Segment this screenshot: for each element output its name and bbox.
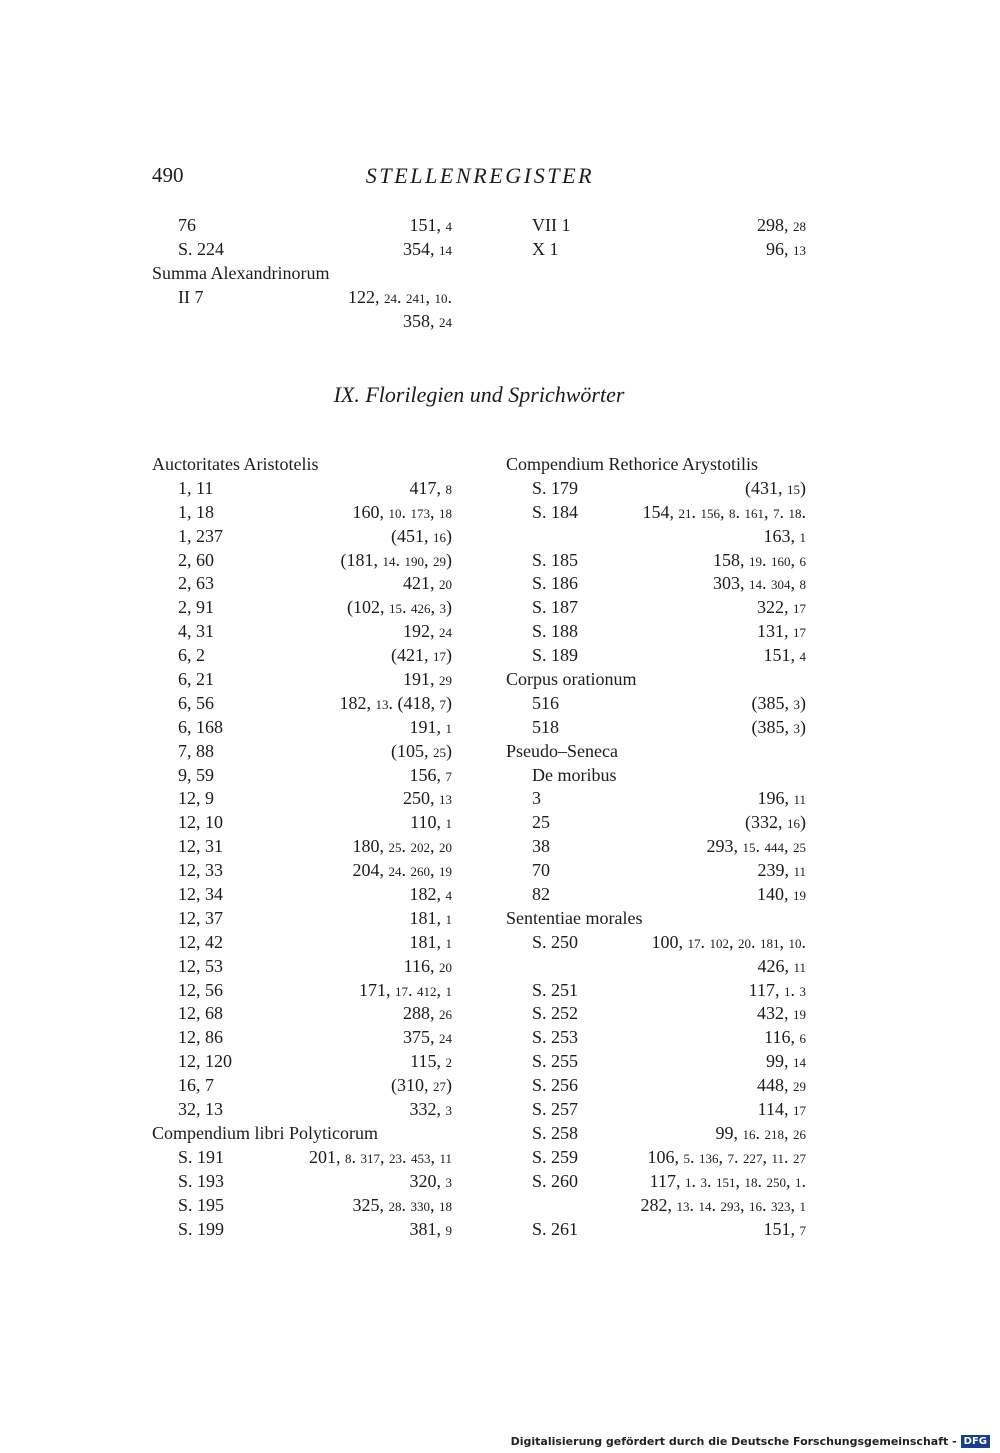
index-reference: 115, 2 [410, 1051, 452, 1072]
index-column-top-left [152, 213, 452, 332]
index-entry [506, 213, 806, 237]
index-key: 1, 11 [178, 477, 214, 498]
index-entry [152, 1169, 452, 1193]
index-entry [152, 643, 452, 667]
index-key: De moribus [532, 764, 617, 785]
index-key: S. 193 [178, 1170, 225, 1191]
index-key: 76 [178, 215, 196, 235]
index-key: 6, 2 [178, 645, 205, 666]
index-entry [152, 1049, 452, 1073]
index-reference: 99, 14 [766, 1051, 806, 1072]
index-key: 82 [532, 884, 550, 905]
index-entry [506, 858, 806, 882]
index-heading [506, 452, 806, 476]
index-reference: 381, 9 [409, 1218, 452, 1239]
index-reference: 163, 1 [763, 525, 806, 546]
index-entry [506, 882, 806, 906]
index-heading [506, 667, 806, 691]
index-reference: 110, 1 [410, 812, 452, 833]
index-key: S. 195 [178, 1194, 225, 1215]
index-reference: 181, 1 [409, 931, 452, 952]
index-entry [506, 786, 806, 810]
index-key: S. 187 [532, 597, 579, 618]
index-reference: (385, 3) [751, 692, 806, 713]
index-key: Compendium Rethorice Arystotilis [506, 454, 758, 474]
index-reference: (421, 17) [391, 645, 452, 666]
index-key: 12, 37 [178, 907, 223, 928]
index-entry [152, 1097, 452, 1121]
index-key: S. 253 [532, 1027, 579, 1048]
index-key: Summa Alexandrinorum [152, 262, 330, 283]
index-entry [152, 810, 452, 834]
index-key: Sententiae morales [506, 907, 643, 928]
index-key: 70 [532, 860, 550, 881]
index-key: S. 189 [532, 645, 579, 666]
index-reference: 191, 29 [403, 669, 452, 690]
index-key: X 1 [532, 238, 559, 259]
index-heading [506, 906, 806, 930]
index-reference: 288, 26 [403, 1003, 452, 1024]
index-key: S. 179 [532, 477, 579, 498]
index-key: Pseudo–Seneca [506, 740, 618, 761]
index-reference: (431, 15) [745, 477, 806, 498]
index-reference: 293, 15. 444, 25 [706, 836, 806, 857]
index-entry [506, 476, 806, 500]
index-column-left [152, 452, 452, 1240]
index-reference: 96, 13 [766, 238, 806, 259]
index-entry [506, 691, 806, 715]
index-reference: (451, 16) [391, 525, 452, 546]
index-entry [506, 1025, 806, 1049]
index-entry [506, 548, 806, 572]
index-entry [506, 715, 806, 739]
index-entry [506, 810, 806, 834]
index-key: 2, 63 [178, 573, 214, 594]
index-key: 38 [532, 836, 550, 857]
index-entry [152, 500, 452, 524]
index-key: 12, 10 [178, 812, 223, 833]
index-entry [506, 954, 806, 978]
index-key: S. 185 [532, 549, 579, 570]
index-entry [152, 882, 452, 906]
index-entry [506, 571, 806, 595]
index-reference: 426, 11 [757, 955, 806, 976]
index-key: S. 258 [532, 1122, 579, 1143]
index-entry [152, 1001, 452, 1025]
index-entry [506, 930, 806, 954]
index-entry [152, 476, 452, 500]
index-entry [152, 739, 452, 763]
index-reference: 151, 4 [763, 645, 806, 666]
index-key: 3 [532, 788, 541, 809]
index-entry [152, 1217, 452, 1241]
index-key: 6, 168 [178, 716, 223, 737]
index-key: S. 251 [532, 979, 579, 1000]
index-key: S. 199 [178, 1218, 225, 1239]
index-key: 516 [532, 692, 559, 713]
index-entry [152, 667, 452, 691]
index-entry [506, 237, 806, 261]
index-key: 12, 31 [178, 836, 223, 857]
index-reference: 325, 28. 330, 18 [352, 1194, 452, 1215]
running-title: STELLENREGISTER [365, 163, 595, 188]
index-entry [152, 906, 452, 930]
index-key: II 7 [178, 286, 204, 307]
index-key: Corpus orationum [506, 669, 637, 690]
index-key: S. 252 [532, 1003, 579, 1024]
index-reference: 116, 20 [403, 955, 452, 976]
index-key: 12, 33 [178, 860, 223, 881]
index-entry [152, 1073, 452, 1097]
index-reference: 358, 24 [403, 310, 452, 331]
index-entry [152, 595, 452, 619]
index-reference: 99, 16. 218, 26 [715, 1122, 806, 1143]
digitization-footer [511, 1435, 990, 1448]
index-reference: 282, 13. 14. 293, 16. 323, 1 [640, 1194, 806, 1215]
index-key: Compendium libri Polyticorum [152, 1122, 378, 1143]
index-reference: 116, 6 [764, 1027, 806, 1048]
index-entry [506, 643, 806, 667]
index-key: 7, 88 [178, 740, 214, 761]
index-key: 9, 59 [178, 764, 214, 785]
index-entry [506, 1217, 806, 1241]
index-reference: 432, 19 [757, 1003, 806, 1024]
index-heading [152, 1121, 452, 1145]
index-reference: 171, 17. 412, 1 [359, 979, 452, 1000]
index-key: 12, 53 [178, 955, 223, 976]
index-key: 1, 18 [178, 501, 214, 522]
page-number: 490 [152, 163, 184, 187]
index-key: 12, 42 [178, 931, 223, 952]
index-reference: 181, 1 [409, 907, 452, 928]
index-reference: 250, 13 [403, 788, 452, 809]
index-entry [152, 834, 452, 858]
index-entry [506, 1121, 806, 1145]
dfg-logo: DFG [961, 1435, 990, 1448]
index-entry [152, 213, 452, 237]
index-entry [506, 834, 806, 858]
index-key: 1, 237 [178, 525, 223, 546]
index-reference: (332, 16) [745, 812, 806, 833]
index-entry [506, 595, 806, 619]
index-key: S. 186 [532, 573, 579, 594]
index-reference: 180, 25. 202, 20 [352, 836, 452, 857]
index-reference: 239, 11 [757, 860, 806, 881]
index-entry [152, 763, 452, 787]
index-entry [506, 1193, 806, 1217]
index-key: 2, 91 [178, 597, 214, 618]
index-key: 16, 7 [178, 1075, 214, 1096]
index-reference: 182, 13. (418, 7) [339, 692, 452, 713]
index-reference: 151, 4 [409, 215, 452, 235]
index-subheading [506, 763, 806, 787]
index-key: S. 224 [178, 238, 225, 259]
index-key: S. 188 [532, 621, 579, 642]
index-reference: 191, 1 [409, 716, 452, 737]
index-reference: 182, 4 [409, 884, 452, 905]
index-reference: 322, 17 [757, 597, 806, 618]
index-reference: 421, 20 [403, 573, 452, 594]
index-reference: 375, 24 [403, 1027, 452, 1048]
index-entry [152, 954, 452, 978]
index-reference: (310, 27) [391, 1075, 452, 1096]
index-key: 25 [532, 812, 550, 833]
index-key: 518 [532, 716, 559, 737]
index-key: 12, 120 [178, 1051, 232, 1072]
index-entry [152, 1025, 452, 1049]
index-entry [152, 691, 452, 715]
index-entry [152, 1193, 452, 1217]
index-key: S. 261 [532, 1218, 579, 1239]
index-key: S. 256 [532, 1075, 579, 1096]
index-entry [506, 1001, 806, 1025]
index-heading [152, 261, 452, 285]
index-reference: 448, 29 [757, 1075, 806, 1096]
index-key: 6, 21 [178, 669, 214, 690]
index-entry [152, 285, 452, 309]
index-key: 6, 56 [178, 692, 214, 713]
index-entry [152, 1145, 452, 1169]
index-entry [506, 1169, 806, 1193]
index-reference: 106, 5. 136, 7. 227, 11. 27 [647, 1146, 806, 1167]
index-entry [152, 524, 452, 548]
index-entry [152, 715, 452, 739]
index-reference: 154, 21. 156, 8. 161, 7. 18. [642, 501, 806, 522]
index-reference: (385, 3) [751, 716, 806, 737]
index-reference: 114, 17 [757, 1099, 806, 1120]
index-key: 12, 86 [178, 1027, 223, 1048]
index-column-top-right [506, 213, 806, 261]
index-reference: 354, 14 [403, 238, 452, 259]
index-key: S. 260 [532, 1170, 579, 1191]
index-entry [152, 858, 452, 882]
index-key: S. 259 [532, 1146, 579, 1167]
index-reference: (105, 25) [391, 740, 452, 761]
index-heading [506, 739, 806, 763]
index-reference: 201, 8. 317, 23. 453, 11 [308, 1146, 452, 1167]
index-entry [506, 619, 806, 643]
index-reference: 140, 19 [757, 884, 806, 905]
index-heading [152, 452, 452, 476]
index-reference: 151, 7 [763, 1218, 806, 1239]
index-entry [506, 1049, 806, 1073]
index-reference: 303, 14. 304, 8 [713, 573, 806, 594]
index-reference: 117, 1. 3 [748, 979, 806, 1000]
index-key: 12, 34 [178, 884, 223, 905]
index-reference: 204, 24. 260, 19 [352, 860, 452, 881]
index-reference: (102, 15. 426, 3) [347, 597, 452, 618]
index-column-right [506, 452, 806, 1240]
index-entry [506, 524, 806, 548]
index-reference: 320, 3 [409, 1170, 452, 1191]
index-entry [152, 978, 452, 1002]
index-key: S. 257 [532, 1099, 579, 1120]
index-entry [152, 930, 452, 954]
index-entry [506, 1097, 806, 1121]
index-entry [506, 1145, 806, 1169]
index-entry [152, 237, 452, 261]
index-key: S. 255 [532, 1051, 579, 1072]
index-reference: 158, 19. 160, 6 [713, 549, 806, 570]
index-key: Auctoritates Aristotelis [152, 454, 319, 474]
index-key: 12, 68 [178, 1003, 223, 1024]
index-key: VII 1 [532, 215, 571, 235]
index-entry [152, 571, 452, 595]
index-reference: 417, 8 [409, 477, 452, 498]
index-entry [506, 978, 806, 1002]
index-key: 12, 56 [178, 979, 223, 1000]
index-reference: 117, 1. 3. 151, 18. 250, 1. [649, 1170, 806, 1191]
index-key: S. 250 [532, 931, 579, 952]
index-reference: 192, 24 [403, 621, 452, 642]
index-reference: 298, 28 [757, 215, 806, 235]
index-reference: 196, 11 [757, 788, 806, 809]
index-key: 12, 9 [178, 788, 214, 809]
index-key: 2, 60 [178, 549, 214, 570]
index-key: S. 184 [532, 501, 579, 522]
index-reference: 122, 24. 241, 10. [348, 286, 452, 307]
index-entry [152, 786, 452, 810]
index-reference: 332, 3 [409, 1099, 452, 1120]
index-entry [152, 309, 452, 333]
index-entry [506, 500, 806, 524]
index-entry [152, 619, 452, 643]
index-entry [506, 1073, 806, 1097]
index-reference: 160, 10. 173, 18 [352, 501, 452, 522]
index-key: 4, 31 [178, 621, 214, 642]
index-reference: 131, 17 [757, 621, 806, 642]
section-title: IX. Florilegien und Sprichwörter [333, 382, 625, 407]
index-reference: 156, 7 [409, 764, 452, 785]
index-reference: 100, 17. 102, 20. 181, 10. [651, 931, 806, 952]
index-reference: (181, 14. 190, 29) [340, 549, 452, 570]
index-entry [152, 548, 452, 572]
footer-text: Digitalisierung gefördert durch die Deutsche Forschungsgemeinschaft - [510, 1435, 957, 1448]
index-key: 32, 13 [178, 1099, 223, 1120]
index-key: S. 191 [178, 1146, 225, 1167]
